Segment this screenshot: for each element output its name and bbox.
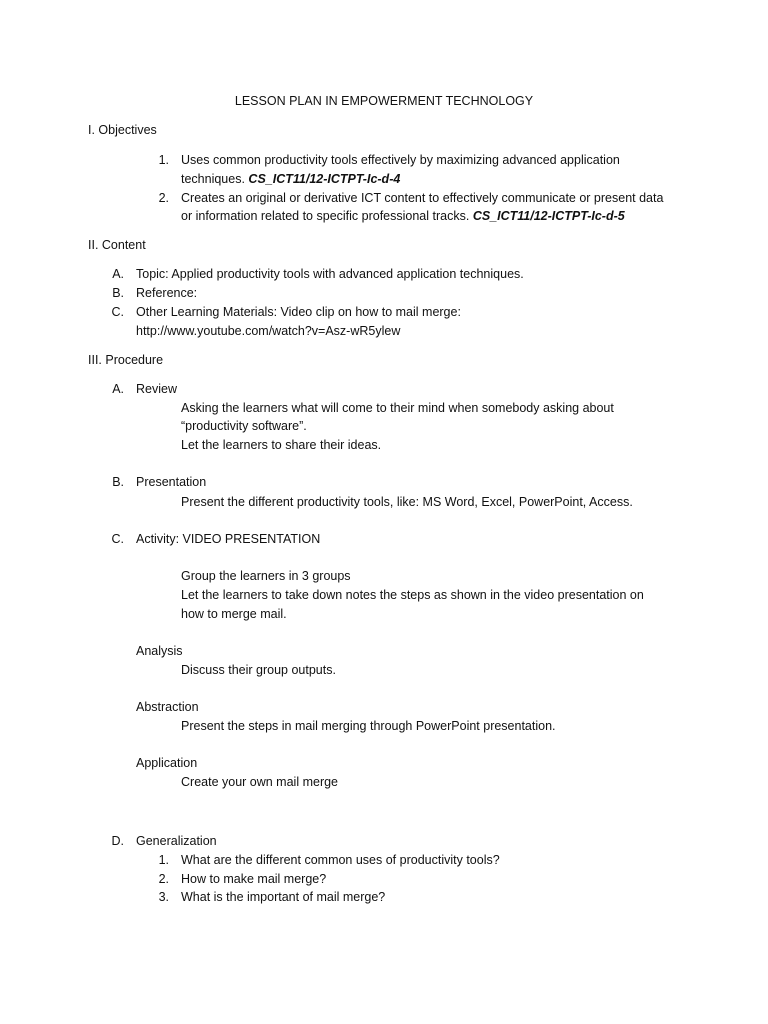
generalization-1-number: 1.	[158, 853, 169, 867]
review-line-3: Let the learners to share their ideas.	[181, 438, 382, 452]
review-letter: A.	[112, 382, 124, 396]
content-heading: II. Content	[88, 238, 146, 252]
content-c-text: Other Learning Materials: Video clip on how to mail merge:	[136, 305, 461, 319]
analysis-label: Analysis	[136, 644, 183, 658]
application-label: Application	[136, 756, 198, 770]
analysis-line-1: Discuss their group outputs.	[181, 663, 336, 677]
objective-1-text: techniques.	[181, 172, 245, 186]
review-line-1: Asking the learners what will come to their mind when somebody asking about	[181, 401, 614, 415]
activity-line-3: how to merge mail.	[181, 607, 287, 621]
generalization-3-text: What is the important of mail merge?	[181, 890, 386, 904]
content-c-letter: C.	[111, 305, 124, 319]
presentation-label: Presentation	[136, 475, 207, 489]
objective-2-line2	[181, 207, 625, 225]
document-title: LESSON PLAN IN EMPOWERMENT TECHNOLOGY	[234, 94, 534, 108]
presentation-line-1: Present the different productivity tools, like: MS Word, Excel, PowerPoint, Access.	[181, 495, 633, 509]
objective-1-line2	[181, 170, 400, 188]
generalization-label: Generalization	[136, 834, 217, 848]
generalization-2-number: 2.	[158, 872, 169, 886]
activity-letter: C.	[111, 532, 124, 546]
objective-2-code: CS_ICT11/12-ICTPT-Ic-d-5	[472, 209, 625, 223]
content-b-text: Reference:	[136, 286, 198, 300]
content-c-link: http://www.youtube.com/watch?v=Asz-wR5ylew	[136, 324, 401, 338]
objective-2-line1: Creates an original or derivative ICT content to effectively communicate or present data	[181, 191, 664, 205]
activity-line-2: Let the learners to take down notes the steps as shown in the video presentation on	[181, 588, 644, 602]
presentation-letter: B.	[112, 475, 124, 489]
activity-label: Activity: VIDEO PRESENTATION	[136, 532, 321, 546]
procedure-heading: III. Procedure	[88, 353, 164, 367]
content-a-letter: A.	[112, 267, 124, 281]
generalization-1-text: What are the different common uses of productivity tools?	[181, 853, 500, 867]
objective-2-text: or information related to specific professional tracks.	[181, 209, 470, 223]
objective-2-number: 2.	[158, 191, 169, 205]
application-line-1: Create your own mail merge	[181, 775, 339, 789]
review-label: Review	[136, 382, 177, 396]
abstraction-line-1: Present the steps in mail merging through PowerPoint presentation.	[181, 719, 556, 733]
content-a-text: Topic: Applied productivity tools with advanced application techniques.	[136, 267, 524, 281]
generalization-letter: D.	[111, 834, 124, 848]
generalization-2-text: How to make mail merge?	[181, 872, 327, 886]
generalization-3-number: 3.	[158, 890, 169, 904]
review-line-2: “productivity software”.	[181, 419, 307, 433]
objective-1-number: 1.	[158, 153, 169, 167]
objective-1-code: CS_ICT11/12-ICTPT-Ic-d-4	[248, 172, 401, 186]
abstraction-label: Abstraction	[136, 700, 199, 714]
objective-1-line1: Uses common productivity tools effectively by maximizing advanced application	[181, 153, 620, 167]
activity-line-1: Group the learners in 3 groups	[181, 569, 351, 583]
objectives-heading: I. Objectives	[88, 123, 157, 137]
content-b-letter: B.	[112, 286, 124, 300]
